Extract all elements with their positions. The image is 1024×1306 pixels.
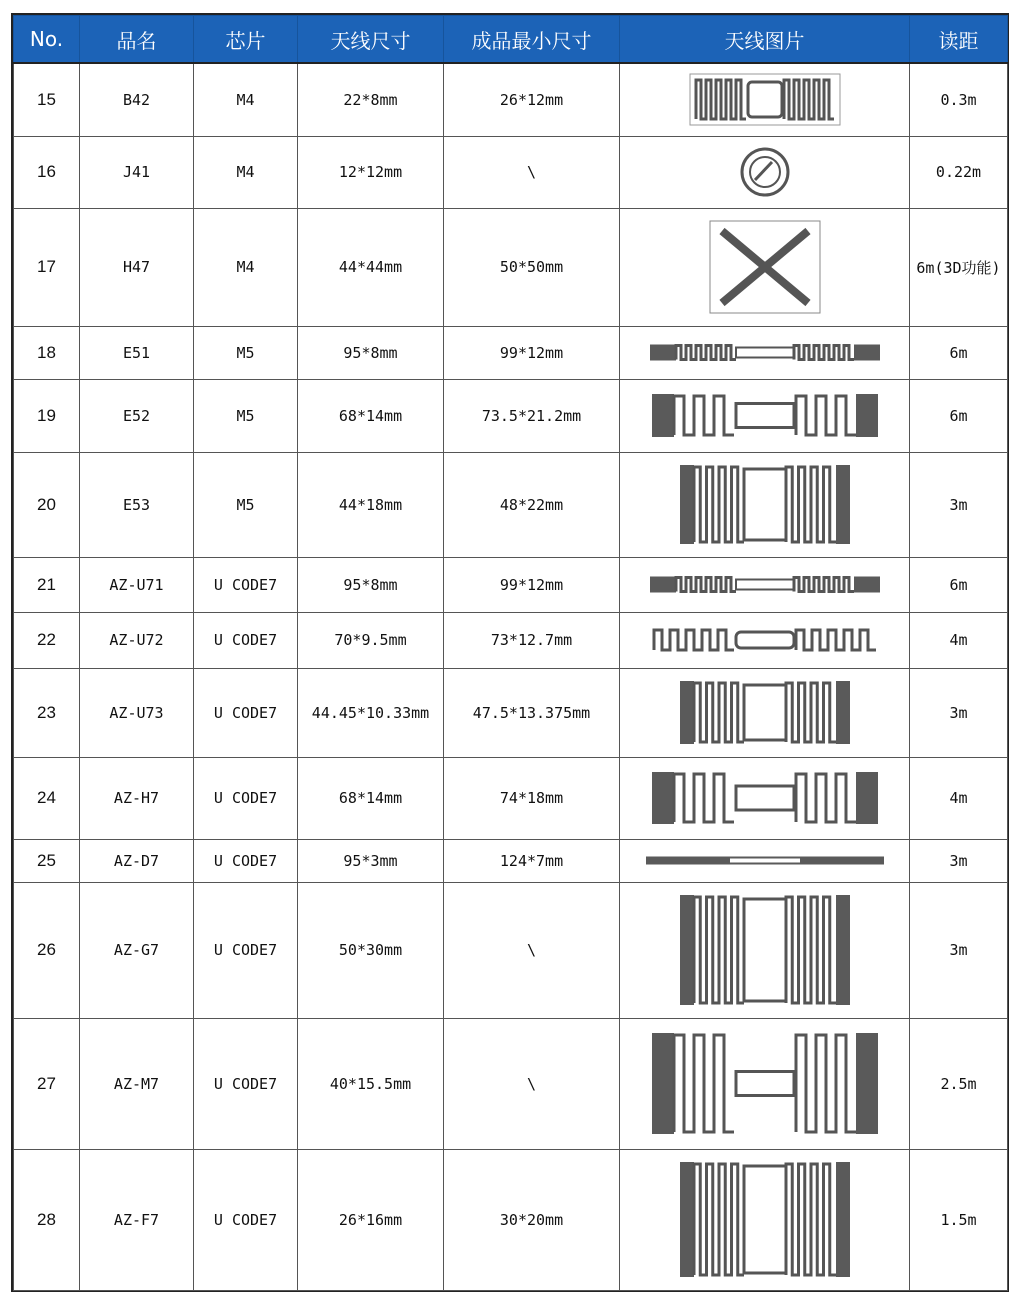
row-min-size: 50*50mm [444, 208, 620, 326]
header-antenna-size: 天线尺寸 [298, 16, 444, 64]
row-min-size: 47.5*13.375mm [444, 668, 620, 757]
row-no: 18 [14, 326, 80, 379]
table-row [14, 1149, 1008, 1290]
row-read-range: 0.3m [910, 63, 1008, 136]
row-antenna-image [620, 379, 910, 452]
row-antenna-image [620, 839, 910, 882]
row-read-range: 4m [910, 757, 1008, 839]
row-name: AZ-H7 [80, 757, 194, 839]
table-row [14, 612, 1008, 668]
table-row [14, 208, 1008, 326]
row-no: 24 [14, 757, 80, 839]
row-name: E52 [80, 379, 194, 452]
row-no: 20 [14, 452, 80, 557]
table-row [14, 63, 1008, 136]
antenna-j41-icon [640, 143, 890, 201]
row-antenna-image [620, 136, 910, 208]
row-name: H47 [80, 208, 194, 326]
table-row [14, 882, 1008, 1018]
row-antenna-size: 44*18mm [298, 452, 444, 557]
row-antenna-size: 68*14mm [298, 379, 444, 452]
antenna-spec-table-frame [11, 13, 1009, 1292]
row-chip: M4 [194, 136, 298, 208]
row-no: 17 [14, 208, 80, 326]
row-antenna-size: 70*9.5mm [298, 612, 444, 668]
row-antenna-image [620, 757, 910, 839]
header-name: 品名 [80, 16, 194, 64]
row-min-size: 73*12.7mm [444, 612, 620, 668]
row-no: 28 [14, 1149, 80, 1290]
row-chip: M5 [194, 379, 298, 452]
row-chip: U CODE7 [194, 557, 298, 612]
row-chip: U CODE7 [194, 1018, 298, 1149]
row-antenna-image [620, 668, 910, 757]
row-antenna-size: 95*8mm [298, 557, 444, 612]
row-no: 16 [14, 136, 80, 208]
row-min-size: \ [444, 136, 620, 208]
row-chip: U CODE7 [194, 612, 298, 668]
row-chip: M5 [194, 452, 298, 557]
row-antenna-image [620, 326, 910, 379]
antenna-e53-icon [640, 459, 890, 550]
row-read-range: 4m [910, 612, 1008, 668]
table-header-row [14, 16, 1008, 64]
row-antenna-image [620, 452, 910, 557]
header-no: No. [14, 16, 80, 64]
row-chip: U CODE7 [194, 882, 298, 1018]
row-min-size: 99*12mm [444, 326, 620, 379]
row-name: AZ-D7 [80, 839, 194, 882]
table-row [14, 379, 1008, 452]
antenna-az-u73-icon [640, 675, 890, 750]
row-min-size: 30*20mm [444, 1149, 620, 1290]
row-no: 15 [14, 63, 80, 136]
row-chip: M4 [194, 208, 298, 326]
row-min-size: 124*7mm [444, 839, 620, 882]
row-min-size: 26*12mm [444, 63, 620, 136]
header-min-size: 成品最小尺寸 [444, 16, 620, 64]
row-chip: U CODE7 [194, 1149, 298, 1290]
antenna-az-g7-icon [640, 889, 890, 1011]
row-antenna-size: 44.45*10.33mm [298, 668, 444, 757]
row-name: AZ-U71 [80, 557, 194, 612]
row-name: E53 [80, 452, 194, 557]
row-antenna-size: 22*8mm [298, 63, 444, 136]
antenna-az-h7-icon [640, 764, 890, 832]
row-antenna-size: 26*16mm [298, 1149, 444, 1290]
row-min-size: 74*18mm [444, 757, 620, 839]
row-read-range: 1.5m [910, 1149, 1008, 1290]
antenna-az-d7-icon [640, 846, 890, 875]
row-name: AZ-M7 [80, 1018, 194, 1149]
antenna-spec-table [13, 15, 1008, 1291]
row-no: 27 [14, 1018, 80, 1149]
table-row [14, 1018, 1008, 1149]
antenna-az-u71-icon [640, 564, 890, 605]
row-chip: M4 [194, 63, 298, 136]
row-name: E51 [80, 326, 194, 379]
row-antenna-image [620, 612, 910, 668]
row-antenna-image [620, 882, 910, 1018]
row-read-range: 2.5m [910, 1018, 1008, 1149]
table-row [14, 668, 1008, 757]
row-min-size: 73.5*21.2mm [444, 379, 620, 452]
row-min-size: \ [444, 882, 620, 1018]
row-antenna-image [620, 1018, 910, 1149]
row-read-range: 6m [910, 379, 1008, 452]
row-name: AZ-F7 [80, 1149, 194, 1290]
row-no: 19 [14, 379, 80, 452]
table-row [14, 839, 1008, 882]
row-read-range: 0.22m [910, 136, 1008, 208]
row-read-range: 3m [910, 668, 1008, 757]
header-read-range: 读距 [910, 16, 1008, 64]
row-min-size: 99*12mm [444, 557, 620, 612]
row-antenna-size: 44*44mm [298, 208, 444, 326]
header-chip: 芯片 [194, 16, 298, 64]
table-row [14, 326, 1008, 379]
row-antenna-image [620, 557, 910, 612]
antenna-az-m7-icon [640, 1025, 890, 1142]
row-antenna-size: 12*12mm [298, 136, 444, 208]
row-antenna-image [620, 1149, 910, 1290]
row-name: J41 [80, 136, 194, 208]
row-read-range: 3m [910, 452, 1008, 557]
table-row [14, 757, 1008, 839]
row-read-range: 3m [910, 882, 1008, 1018]
antenna-e51-icon [640, 333, 890, 372]
row-read-range: 6m [910, 557, 1008, 612]
row-antenna-image [620, 208, 910, 326]
antenna-e52-icon [640, 386, 890, 445]
antenna-b42-icon [640, 70, 890, 129]
row-name: AZ-G7 [80, 882, 194, 1018]
header-antenna-image: 天线图片 [620, 16, 910, 64]
row-name: B42 [80, 63, 194, 136]
row-antenna-size: 40*15.5mm [298, 1018, 444, 1149]
row-no: 26 [14, 882, 80, 1018]
row-chip: U CODE7 [194, 757, 298, 839]
row-name: AZ-U72 [80, 612, 194, 668]
row-chip: U CODE7 [194, 839, 298, 882]
row-min-size: 48*22mm [444, 452, 620, 557]
row-no: 22 [14, 612, 80, 668]
row-read-range: 6m [910, 326, 1008, 379]
row-antenna-size: 95*3mm [298, 839, 444, 882]
row-chip: U CODE7 [194, 668, 298, 757]
table-row [14, 557, 1008, 612]
row-name: AZ-U73 [80, 668, 194, 757]
table-row [14, 452, 1008, 557]
row-antenna-size: 95*8mm [298, 326, 444, 379]
row-read-range: 3m [910, 839, 1008, 882]
antenna-az-f7-icon [640, 1156, 890, 1283]
row-no: 21 [14, 557, 80, 612]
table-row [14, 136, 1008, 208]
row-min-size: \ [444, 1018, 620, 1149]
antenna-az-u72-icon [640, 619, 890, 661]
antenna-h47-icon [640, 215, 890, 319]
row-antenna-size: 68*14mm [298, 757, 444, 839]
row-no: 23 [14, 668, 80, 757]
row-no: 25 [14, 839, 80, 882]
row-chip: M5 [194, 326, 298, 379]
row-antenna-image [620, 63, 910, 136]
row-read-range: 6m(3D功能) [910, 208, 1008, 326]
row-antenna-size: 50*30mm [298, 882, 444, 1018]
